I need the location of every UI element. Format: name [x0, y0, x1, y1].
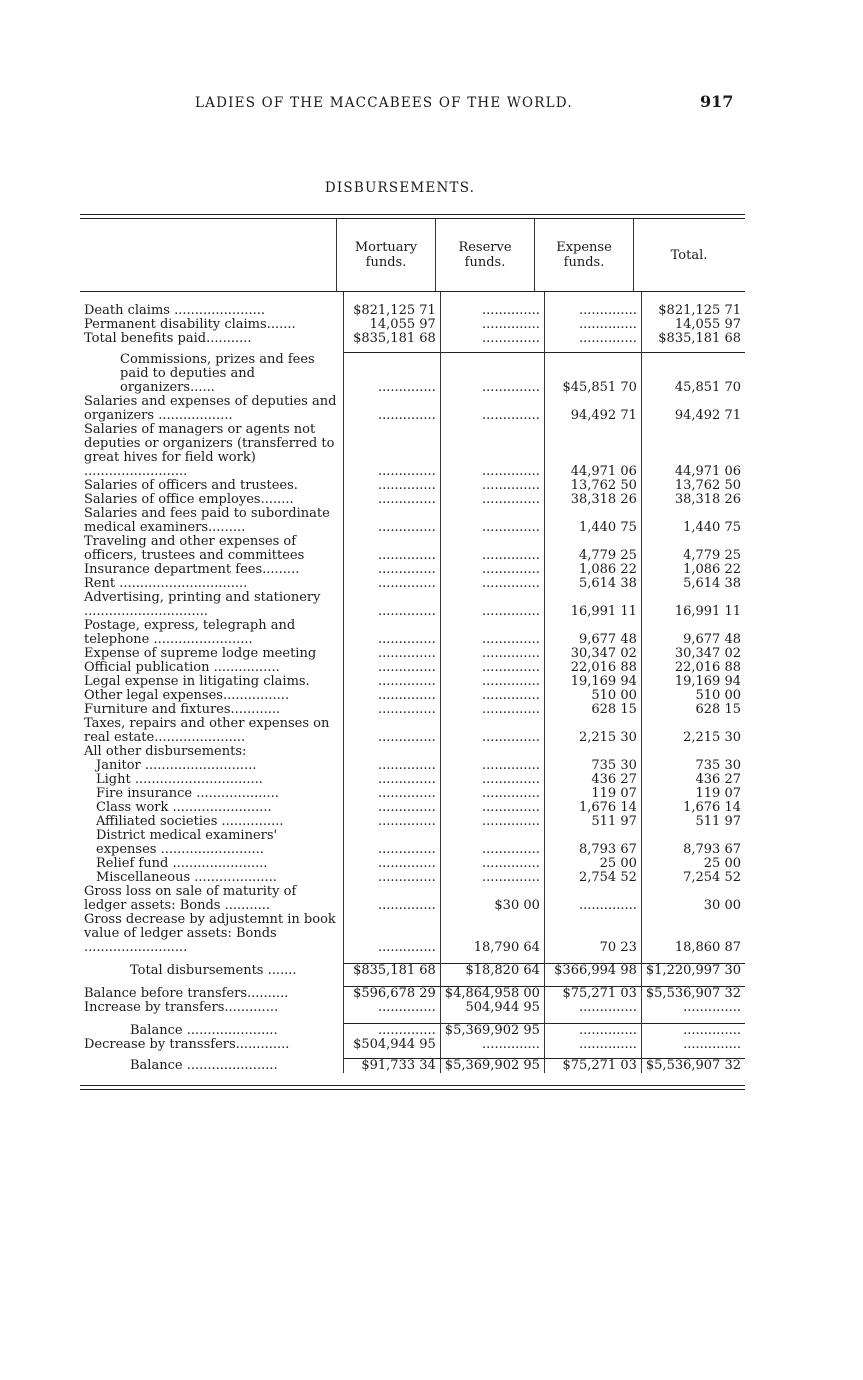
table-row [80, 1058, 745, 1073]
total-cell: 1,440 75 [641, 507, 745, 535]
expense-funds-cell: 38,318 26 [544, 493, 641, 507]
table-row [80, 759, 745, 773]
reserve-funds-cell: .............. [440, 689, 544, 703]
reserve-funds-cell: .............. [440, 717, 544, 745]
expense-funds-cell: 2,215 30 [544, 717, 641, 745]
mortuary-funds-cell: .............. [343, 913, 440, 955]
expense-funds-cell: 30,347 02 [544, 647, 641, 661]
mortuary-funds-cell: .............. [343, 563, 440, 577]
row-label: Balance ...................... [130, 1057, 278, 1073]
table-row [80, 871, 745, 885]
total-cell: 119 07 [641, 787, 745, 801]
table-row [80, 395, 745, 423]
column-header-total: Total. [633, 219, 744, 291]
expense-funds-cell: 13,762 50 [544, 479, 641, 493]
row-label: Other legal expenses................ [84, 687, 290, 703]
total-cell: $5,536,907 32 [641, 986, 745, 1001]
mortuary-funds-cell: .............. [343, 619, 440, 647]
table-row [80, 986, 745, 1001]
mortuary-funds-cell: .............. [343, 829, 440, 857]
mortuary-funds-cell [343, 745, 440, 759]
reserve-funds-cell: .............. [440, 332, 544, 346]
reserve-funds-cell: .............. [440, 563, 544, 577]
total-cell: $821,125 71 [641, 304, 745, 318]
row-label: Balance ...................... [130, 1022, 278, 1038]
section-title: DISBURSEMENTS. [324, 180, 476, 196]
total-cell: 511 97 [641, 815, 745, 829]
reserve-funds-cell: $5,369,902 95 [440, 1058, 544, 1073]
row-gap [80, 955, 745, 964]
expense-funds-cell: .............. [544, 304, 641, 318]
total-cell: 436 27 [641, 773, 745, 787]
reserve-funds-cell: 504,944 95 [440, 1001, 544, 1015]
total-cell: 4,779 25 [641, 535, 745, 563]
mortuary-funds-cell: .............. [343, 507, 440, 535]
disbursements-table [80, 214, 745, 1090]
row-label: District medical examiners' expenses ......................... [96, 827, 278, 857]
table-row [80, 787, 745, 801]
expense-funds-cell: 119 07 [544, 787, 641, 801]
table-row [80, 507, 745, 535]
table-row [80, 647, 745, 661]
table-row [80, 535, 745, 563]
mortuary-funds-cell: .............. [343, 661, 440, 675]
column-header-expense: Expense funds. [534, 219, 633, 291]
expense-funds-cell: .............. [544, 1001, 641, 1015]
mortuary-funds-cell: .............. [343, 577, 440, 591]
expense-funds-cell: .............. [544, 332, 641, 346]
reserve-funds-cell: .............. [440, 857, 544, 871]
total-cell: 628 15 [641, 703, 745, 717]
row-label: Salaries of officers and trustees. [84, 477, 298, 493]
column-header-mortuary: Mortuary funds. [336, 219, 435, 291]
expense-funds-cell: .............. [544, 1023, 641, 1038]
table-row [80, 1023, 745, 1038]
reserve-funds-cell: .............. [440, 759, 544, 773]
total-cell: 30 00 [641, 885, 745, 913]
row-label: Salaries and expenses of deputies and organizers .................. [84, 393, 337, 423]
total-cell: 16,991 11 [641, 591, 745, 619]
bottom-double-rule [80, 1085, 745, 1090]
expense-funds-cell: .............. [544, 1038, 641, 1052]
mortuary-funds-cell: .............. [343, 423, 440, 479]
total-cell: .............. [641, 1023, 745, 1038]
row-label: Postage, express, telegraph and telephone ........................ [84, 617, 296, 647]
expense-funds-cell: .............. [544, 885, 641, 913]
row-gap [80, 1015, 745, 1024]
mortuary-funds-cell: $835,181 68 [343, 332, 440, 346]
row-label: Gross loss on sale of maturity of ledger assets: Bonds ........... [84, 883, 297, 913]
row-label: Gross decrease by adjustemnt in book value of ledger assets: Bonds ......................... [84, 911, 336, 955]
expense-funds-cell: 19,169 94 [544, 675, 641, 689]
column-header-reserve: Reserve funds. [435, 219, 534, 291]
table-row [80, 591, 745, 619]
mortuary-funds-cell: 14,055 97 [343, 318, 440, 332]
mortuary-funds-cell: .............. [343, 759, 440, 773]
table-row [80, 675, 745, 689]
table-row [80, 815, 745, 829]
expense-funds-cell: 436 27 [544, 773, 641, 787]
row-label: Miscellaneous .................... [96, 869, 277, 885]
reserve-funds-cell: .............. [440, 773, 544, 787]
total-cell: 14,055 97 [641, 318, 745, 332]
mortuary-funds-cell: .............. [343, 493, 440, 507]
row-label: Class work ........................ [96, 799, 272, 815]
total-cell: 510 00 [641, 689, 745, 703]
reserve-funds-cell: .............. [440, 661, 544, 675]
expense-funds-cell: $75,271 03 [544, 986, 641, 1001]
row-label: Legal expense in litigating claims. [84, 673, 310, 689]
expense-funds-cell: 1,440 75 [544, 507, 641, 535]
total-cell: .............. [641, 1001, 745, 1015]
mortuary-funds-cell: .............. [343, 871, 440, 885]
total-cell: 22,016 88 [641, 661, 745, 675]
reserve-funds-cell: .............. [440, 353, 544, 395]
expense-funds-cell: 735 30 [544, 759, 641, 773]
row-label: Death claims ...................... [84, 303, 265, 318]
row-label: Affiliated societies ............... [96, 813, 284, 829]
mortuary-funds-cell: .............. [343, 801, 440, 815]
expense-funds-cell: 628 15 [544, 703, 641, 717]
row-label: Salaries of managers or agents not deputies or organizers (transferred to great hives for field work) ......................... [84, 421, 335, 479]
row-label: Increase by transfers............. [84, 999, 279, 1015]
table-row [80, 773, 745, 787]
mortuary-funds-cell: .............. [343, 591, 440, 619]
table-row [80, 1038, 745, 1052]
expense-funds-cell [544, 745, 641, 759]
table-row [80, 745, 745, 759]
total-cell: .............. [641, 1038, 745, 1052]
mortuary-funds-cell: .............. [343, 675, 440, 689]
row-label: Decrease by transsfers............. [84, 1036, 290, 1052]
expense-funds-cell: 511 97 [544, 815, 641, 829]
reserve-funds-cell: .............. [440, 703, 544, 717]
row-label: Rent ............................... [84, 575, 248, 591]
mortuary-funds-cell: .............. [343, 1023, 440, 1038]
table-row [80, 353, 745, 395]
total-cell: 38,318 26 [641, 493, 745, 507]
table-row [80, 963, 745, 978]
total-cell: 735 30 [641, 759, 745, 773]
table-body [80, 292, 745, 1073]
expense-funds-cell: 4,779 25 [544, 535, 641, 563]
total-cell: 18,860 87 [641, 913, 745, 955]
mortuary-funds-cell: .............. [343, 479, 440, 493]
row-label: All other disbursements: [84, 743, 247, 759]
reserve-funds-cell: .............. [440, 675, 544, 689]
mortuary-funds-cell: .............. [343, 703, 440, 717]
expense-funds-cell: 22,016 88 [544, 661, 641, 675]
reserve-funds-cell: .............. [440, 535, 544, 563]
mortuary-funds-cell: .............. [343, 647, 440, 661]
total-cell: 94,492 71 [641, 395, 745, 423]
expense-funds-cell: 2,754 52 [544, 871, 641, 885]
row-label: Commissions, prizes and fees paid to deputies and organizers...... [120, 351, 315, 395]
total-cell: 1,086 22 [641, 563, 745, 577]
total-cell: 13,762 50 [641, 479, 745, 493]
table-row [80, 885, 745, 913]
mortuary-funds-cell: $91,733 34 [343, 1058, 440, 1073]
total-cell: 1,676 14 [641, 801, 745, 815]
reserve-funds-cell: .............. [440, 787, 544, 801]
expense-funds-cell: 8,793 67 [544, 829, 641, 857]
row-label: Relief fund ....................... [96, 855, 268, 871]
mortuary-funds-cell: .............. [343, 395, 440, 423]
total-cell: 7,254 52 [641, 871, 745, 885]
row-label: Insurance department fees......... [84, 561, 300, 577]
expense-funds-cell: .............. [544, 318, 641, 332]
mortuary-funds-cell: $821,125 71 [343, 304, 440, 318]
table-row [80, 493, 745, 507]
expense-funds-cell: $45,851 70 [544, 353, 641, 395]
expense-funds-cell: 44,971 06 [544, 423, 641, 479]
total-cell [641, 745, 745, 759]
reserve-funds-cell: .............. [440, 1038, 544, 1052]
table-row [80, 717, 745, 745]
reserve-funds-cell: .............. [440, 871, 544, 885]
reserve-funds-cell: .............. [440, 507, 544, 535]
table-row [80, 332, 745, 346]
mortuary-funds-cell: $596,678 29 [343, 986, 440, 1001]
page-number: 917 [700, 92, 734, 111]
reserve-funds-cell: $30 00 [440, 885, 544, 913]
total-cell: 5,614 38 [641, 577, 745, 591]
reserve-funds-cell: .............. [440, 619, 544, 647]
expense-funds-cell: $75,271 03 [544, 1058, 641, 1073]
table-row [80, 563, 745, 577]
total-cell: 30,347 02 [641, 647, 745, 661]
reserve-funds-cell: .............. [440, 318, 544, 332]
reserve-funds-cell: $4,864,958 00 [440, 986, 544, 1001]
expense-funds-cell: $366,994 98 [544, 963, 641, 978]
row-label: Salaries and fees paid to subordinate medical examiners......... [84, 505, 330, 535]
reserve-funds-cell: .............. [440, 829, 544, 857]
mortuary-funds-cell: .............. [343, 787, 440, 801]
total-cell: 8,793 67 [641, 829, 745, 857]
expense-funds-cell: 1,676 14 [544, 801, 641, 815]
total-cell: $835,181 68 [641, 332, 745, 346]
total-cell: 45,851 70 [641, 353, 745, 395]
table-row [80, 304, 745, 318]
table-row [80, 423, 745, 479]
row-label: Janitor ........................... [96, 757, 257, 773]
reserve-funds-cell: .............. [440, 423, 544, 479]
row-label: Traveling and other expenses of officers, trustees and committees [84, 533, 305, 563]
expense-funds-cell: 5,614 38 [544, 577, 641, 591]
total-cell: $1,220,997 30 [641, 963, 745, 978]
total-cell: 9,677 48 [641, 619, 745, 647]
reserve-funds-cell: $18,820 64 [440, 963, 544, 978]
table-row [80, 913, 745, 955]
mortuary-funds-cell: .............. [343, 689, 440, 703]
row-label: Permanent disability claims....... [84, 317, 296, 332]
row-label: Furniture and fixtures............ [84, 701, 281, 717]
row-label: Taxes, repairs and other expenses on real estate...................... [84, 715, 330, 745]
table-row [80, 801, 745, 815]
table-row [80, 857, 745, 871]
table-row [80, 318, 745, 332]
table-row [80, 1001, 745, 1015]
row-label: Advertising, printing and stationery .............................. [84, 589, 321, 619]
row-label: Total disbursements ....... [130, 962, 297, 978]
total-cell: $5,536,907 32 [641, 1058, 745, 1073]
page-header [0, 92, 863, 116]
reserve-funds-cell: $5,369,902 95 [440, 1023, 544, 1038]
table-row [80, 661, 745, 675]
mortuary-funds-cell: $835,181 68 [343, 963, 440, 978]
mortuary-funds-cell: .............. [343, 773, 440, 787]
reserve-funds-cell: .............. [440, 479, 544, 493]
mortuary-funds-cell: .............. [343, 885, 440, 913]
total-cell: 25 00 [641, 857, 745, 871]
mortuary-funds-cell: .............. [343, 1001, 440, 1015]
reserve-funds-cell: .............. [440, 304, 544, 318]
row-gap [80, 978, 745, 987]
expense-funds-cell: 9,677 48 [544, 619, 641, 647]
table-row [80, 619, 745, 647]
reserve-funds-cell [440, 745, 544, 759]
table-row [80, 577, 745, 591]
reserve-funds-cell: .............. [440, 815, 544, 829]
running-title: LADIES OF THE MACCABEES OF THE WORLD. [195, 95, 573, 111]
mortuary-funds-cell: .............. [343, 815, 440, 829]
reserve-funds-cell: .............. [440, 591, 544, 619]
table-row [80, 829, 745, 857]
row-label: Fire insurance .................... [96, 785, 279, 801]
table-row [80, 703, 745, 717]
mortuary-funds-cell: .............. [343, 353, 440, 395]
expense-funds-cell: 70 23 [544, 913, 641, 955]
expense-funds-cell: 1,086 22 [544, 563, 641, 577]
total-cell: 19,169 94 [641, 675, 745, 689]
expense-funds-cell: 510 00 [544, 689, 641, 703]
reserve-funds-cell: .............. [440, 493, 544, 507]
expense-funds-cell: 25 00 [544, 857, 641, 871]
table-row [80, 689, 745, 703]
total-cell: 2,215 30 [641, 717, 745, 745]
expense-funds-cell: 16,991 11 [544, 591, 641, 619]
mortuary-funds-cell: .............. [343, 857, 440, 871]
row-label: Total benefits paid........... [84, 331, 252, 346]
row-label: Light ............................... [96, 771, 263, 787]
reserve-funds-cell: .............. [440, 647, 544, 661]
column-header-row [80, 219, 745, 292]
row-label: Salaries of office employes........ [84, 491, 294, 507]
reserve-funds-cell: .............. [440, 395, 544, 423]
table-row [80, 479, 745, 493]
row-label: Balance before transfers.......... [84, 985, 289, 1001]
reserve-funds-cell: .............. [440, 577, 544, 591]
mortuary-funds-cell: .............. [343, 717, 440, 745]
row-label: Expense of supreme lodge meeting [84, 645, 317, 661]
row-label: Official publication ................ [84, 659, 280, 675]
mortuary-funds-cell: .............. [343, 535, 440, 563]
reserve-funds-cell: 18,790 64 [440, 913, 544, 955]
expense-funds-cell: 94,492 71 [544, 395, 641, 423]
mortuary-funds-cell: $504,944 95 [343, 1038, 440, 1052]
reserve-funds-cell: .............. [440, 801, 544, 815]
total-cell: 44,971 06 [641, 423, 745, 479]
